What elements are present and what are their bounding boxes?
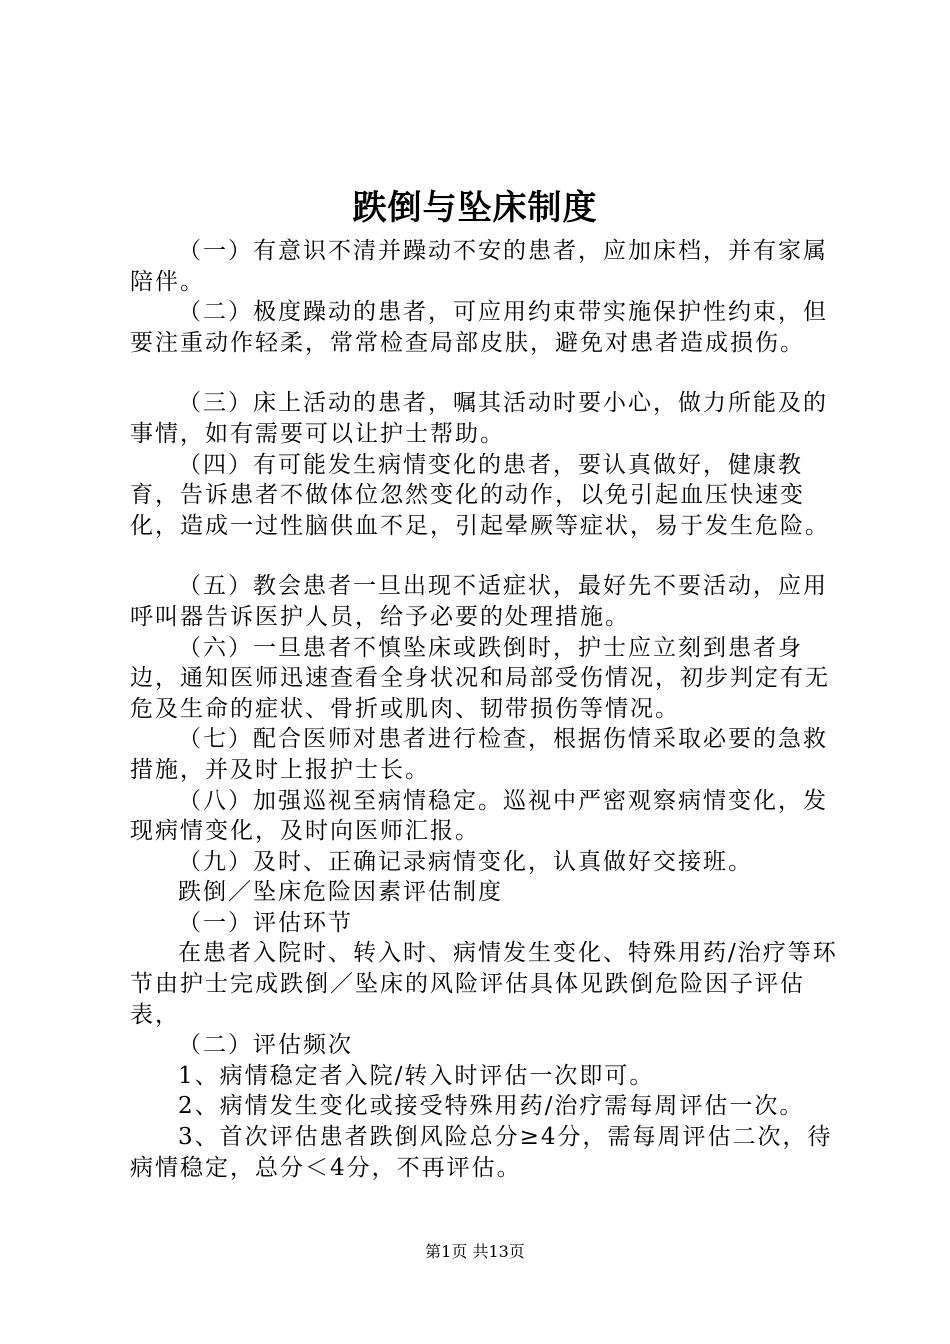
frequency-item-3: 3、首次评估患者跌倒风险总分≥4分，需每周评估二次，待病情稳定，总分＜4分，不再评估。: [130, 1124, 833, 1181]
section-heading-assessment: 跌倒／坠床危险因素评估制度: [178, 879, 503, 906]
document-body: [130, 236, 850, 1183]
frequency-item-1: 1、病情稳定者入院/转入时评估一次即可。: [178, 1062, 655, 1089]
paragraph-7: （七）配合医师对患者进行检查，根据伤情采取必要的急救措施，并及时上报护士长。: [130, 726, 828, 783]
document-title: 跌倒与坠床制度: [352, 188, 598, 228]
paragraph-3: （三）床上活动的患者，嘱其活动时要小心，做力所能及的事情，如有需要可以让护士帮助。: [130, 390, 828, 447]
paragraph-9: （九）及时、正确记录病情变化，认真做好交接班。: [178, 848, 753, 875]
subheading-assessment-step: （一）评估环节: [178, 909, 353, 936]
paragraph-4: （四）有可能发生病情变化的患者，要认真做好，健康教育，告诉患者不做体位忽然变化的动作，以免引起血压快速变化，造成一过性脑供血不足，引起晕厥等症状，易于发生危险。: [130, 451, 830, 539]
paragraph-6: （六）一旦患者不慎坠床或跌倒时，护士应立刻到患者身边，通知医师迅速查看全身状况和局部受伤情况，初步判定有无危及生命的症状、骨折或肌肉、韧带损伤等情况。: [130, 634, 830, 722]
paragraph-assessment-step: 在患者入院时、转入时、病情发生变化、特殊用药/治疗等环节由护士完成跌倒／坠床的风险评估具体见跌倒危险因子评估表，: [130, 940, 838, 1028]
frequency-item-2: 2、病情发生变化或接受特殊用药/治疗需每周评估一次。: [178, 1093, 805, 1120]
paragraph-8: （八）加强巡视至病情稳定。巡视中严密观察病情变化，发现病情变化，及时向医师汇报。: [130, 787, 828, 845]
paragraph-1: （一）有意识不清并躁动不安的患者，应加床档，并有家属陪伴。: [130, 238, 828, 295]
paragraph-2: （二）极度躁动的患者，可应用约束带实施保护性约束，但要注重动作轻柔，常常检查局部皮肤，避免对患者造成损伤。: [130, 299, 828, 356]
paragraph-5: （五）教会患者一旦出现不适症状，最好先不要活动，应用呼叫器告诉医护人员，给予必要的处理措施。: [130, 573, 828, 630]
page-number: 第1页 共13页: [425, 1242, 525, 1261]
subheading-assessment-frequency: （二）评估频次: [178, 1032, 353, 1059]
